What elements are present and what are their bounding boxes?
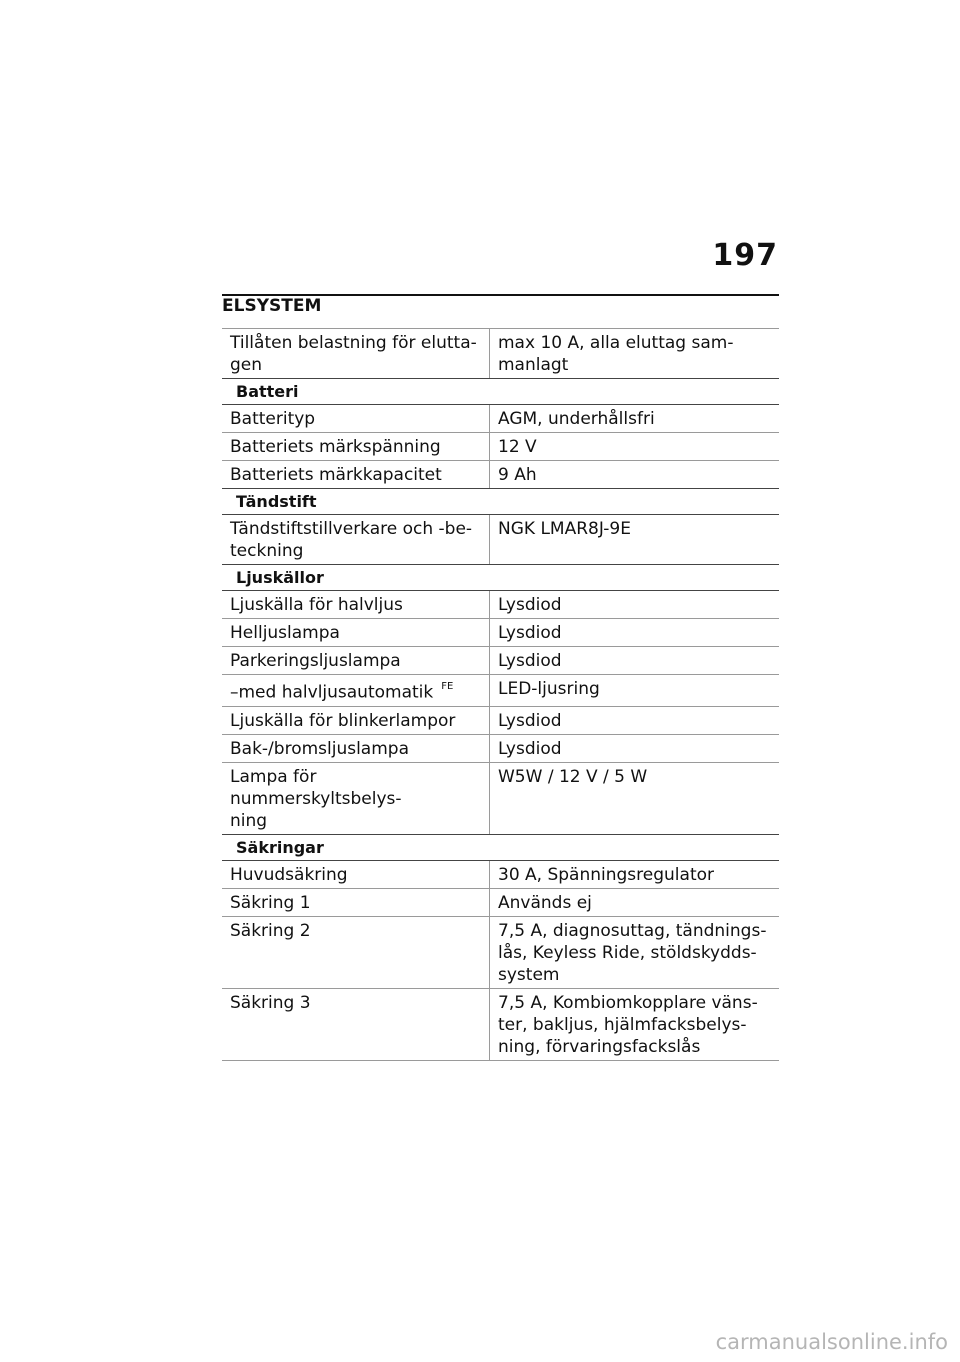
spec-value: Lysdiod <box>498 651 562 671</box>
page-number: 197 <box>712 238 778 273</box>
spec-value: Används ej <box>498 892 592 913</box>
spec-value: Lysdiod <box>498 710 562 731</box>
spec-label: Parkeringsljuslampa <box>222 647 490 674</box>
footnote-marker: FE <box>441 681 454 692</box>
table-row <box>222 432 779 460</box>
table-row <box>222 674 779 706</box>
spec-value: LED-ljusring <box>498 679 600 699</box>
spec-label: Tändstiftstillverkare och -be- teckning <box>222 515 490 564</box>
table-row <box>222 404 779 432</box>
table-row <box>222 514 779 564</box>
spec-label: Tillåten belastning för elutta- gen <box>222 329 490 378</box>
spec-value: max 10 A, alla eluttag sam- manlagt <box>498 333 734 375</box>
table-section-heading: Säkringar <box>222 834 779 860</box>
spec-label: Ljuskälla för blinkerlampor <box>222 707 490 734</box>
section-title: ELSYSTEM <box>222 296 322 316</box>
watermark[interactable]: carmanualsonline.info <box>715 1330 948 1354</box>
table-row <box>222 916 779 988</box>
spec-value: Lysdiod <box>498 738 562 759</box>
spec-value: NGK LMAR8J-9E <box>498 519 631 539</box>
spec-table <box>222 328 779 1061</box>
table-row <box>222 646 779 674</box>
spec-value: AGM, underhållsfri <box>498 409 655 429</box>
spec-label: Säkring 2 <box>222 917 490 988</box>
table-row <box>222 590 779 618</box>
table-row <box>222 706 779 734</box>
spec-value: 7,5 A, diagnosuttag, tändnings- lås, Keyless Ride, stöldskydds- system <box>498 920 767 985</box>
spec-value: 7,5 A, Kombiomkopplare väns- ter, bakljus, hjälmfacksbelys- ning, förvaringsfackslås <box>498 992 758 1057</box>
spec-label: Huvudsäkring <box>222 861 490 888</box>
table-row <box>222 988 779 1061</box>
spec-label: Säkring 1 <box>222 889 490 916</box>
spec-label: Helljuslampa <box>222 619 490 646</box>
spec-label: Lampa för nummerskyltsbelys- ning <box>222 763 490 834</box>
spec-label: Säkring 3 <box>222 989 490 1060</box>
spec-value: 12 V <box>498 437 537 457</box>
spec-label: –med halvljusautomatik $^{FE}$ <box>222 675 490 706</box>
spec-label: Batteriets märkkapacitet <box>222 461 490 488</box>
spec-value: Lysdiod <box>498 595 562 615</box>
spec-value: 30 A, Spänningsregulator <box>498 864 715 885</box>
spec-label: Batterityp <box>222 405 490 432</box>
table-section-heading: Ljuskällor <box>222 564 779 590</box>
table-row <box>222 618 779 646</box>
table-row <box>222 888 779 916</box>
table-row <box>222 762 779 834</box>
table-row <box>222 328 779 378</box>
table-row <box>222 860 779 888</box>
spec-label: Batteriets märkspänning <box>222 433 490 460</box>
table-row <box>222 460 779 488</box>
table-row <box>222 734 779 762</box>
spec-value: W5W / 12 V / 5 W <box>498 766 648 787</box>
table-section-heading: Tändstift <box>222 488 779 514</box>
spec-value: Lysdiod <box>498 623 562 643</box>
table-section-heading: Batteri <box>222 378 779 404</box>
spec-label: Ljuskälla för halvljus <box>222 591 490 618</box>
spec-label: Bak-/bromsljuslampa <box>222 735 490 762</box>
spec-value: 9 Ah <box>498 465 537 485</box>
